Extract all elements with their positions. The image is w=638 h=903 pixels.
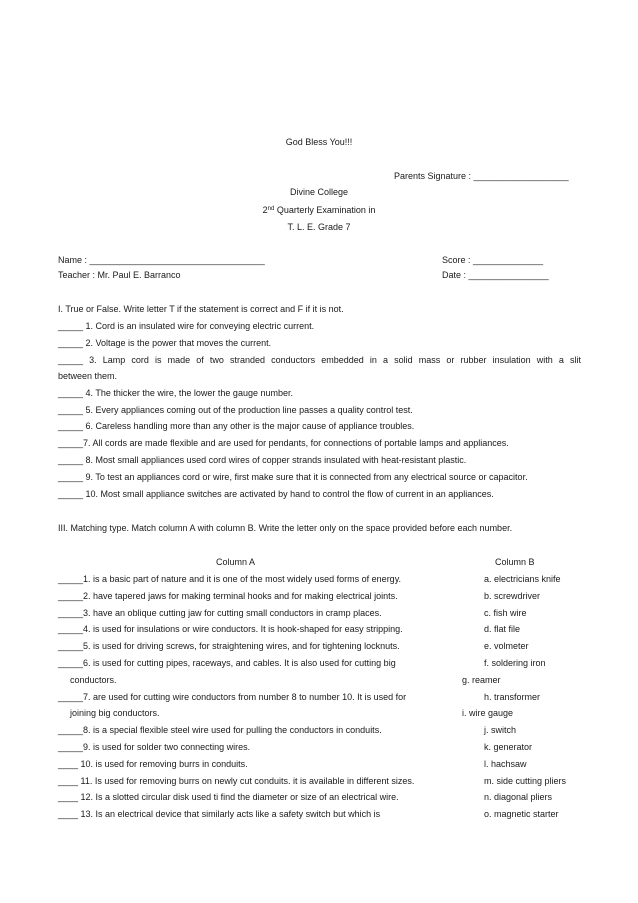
blessing: God Bless You!!! bbox=[285, 137, 353, 147]
column-b-header: Column B bbox=[495, 557, 535, 567]
matching-item: _____5. is used for driving screws, for straightening wires, and for tightening locknuts. bbox=[58, 641, 400, 651]
matching-choice: o. magnetic starter bbox=[484, 809, 559, 819]
matching-item: _____3. have an oblique cutting jaw for cutting small conductors in cramp places. bbox=[58, 608, 382, 618]
matching-choice: l. hachsaw bbox=[484, 759, 527, 769]
matching-item: _____1. is a basic part of nature and it is one of the most widely used forms of energy. bbox=[58, 574, 402, 584]
school-name: Divine College bbox=[289, 187, 349, 197]
tf-item: _____ 4. The thicker the wire, the lower the gauge number. bbox=[58, 388, 293, 398]
matching-item-continuation: conductors. bbox=[70, 675, 117, 685]
matching-choice: f. soldering iron bbox=[484, 658, 546, 668]
matching-choice: a. electricians knife bbox=[484, 574, 561, 584]
matching-choice: m. side cutting pliers bbox=[484, 776, 567, 786]
subject-title: T. L. E. Grade 7 bbox=[287, 222, 351, 232]
matching-choice: n. diagonal pliers bbox=[484, 792, 553, 802]
column-a-header: Column A bbox=[216, 557, 256, 567]
matching-item: ____ 13. Is an electrical device that similarly acts like a safety switch but which is bbox=[58, 809, 381, 819]
matching-choice: k. generator bbox=[484, 742, 533, 752]
matching-item: _____6. is used for cutting pipes, raceways, and cables. It is also used for cutting big bbox=[58, 658, 396, 668]
tf-item: _____ 1. Cord is an insulated wire for conveying electric current. bbox=[58, 321, 315, 331]
tf-item: _____7. All cords are made flexible and are used for pendants, for connections of portable lamps and appliances. bbox=[58, 438, 509, 448]
matching-item: _____8. is a special flexible steel wire used for pulling the conductors in conduits. bbox=[58, 725, 382, 735]
matching-item: ____ 12. Is a slotted circular disk used ti find the diameter or size of an electrical wire. bbox=[58, 792, 399, 802]
matching-item-continuation: joining big conductors. bbox=[70, 708, 160, 718]
matching-choice: c. fish wire bbox=[484, 608, 527, 618]
matching-choice: h. transformer bbox=[484, 692, 541, 702]
matching-choice: b. screwdriver bbox=[484, 591, 541, 601]
matching-item: ____ 11. Is used for removing burrs on newly cut conduits. it is available in different sizes. bbox=[58, 776, 415, 786]
matching-item: ____ 10. is used for removing burrs in conduits. bbox=[58, 759, 248, 769]
date-line: Date : ________________ bbox=[442, 270, 549, 280]
matching-item: _____9. is used for solder two connecting wires. bbox=[58, 742, 251, 752]
tf-item: _____ 10. Most small appliance switches are activated by hand to control the flow of current in an appliances. bbox=[58, 489, 494, 499]
exam-title-rest: Quarterly Examination in bbox=[274, 205, 376, 215]
tf-item: _____ 8. Most small appliances used cord wires of copper strands insulated with heat-resistant plastic. bbox=[58, 455, 467, 465]
tf-item: _____ 2. Voltage is the power that moves the current. bbox=[58, 338, 272, 348]
name-line: Name : ___________________________________ bbox=[58, 255, 265, 265]
matching-choice: e. volmeter bbox=[484, 641, 529, 651]
matching-item: _____4. is used for insulations or wire conductors. It is hook-shaped for easy stripping. bbox=[58, 624, 403, 634]
tf-item: _____ 3. Lamp cord is made of two stranded conductors embedded in a solid mass or rubber insulation with a slit bbox=[58, 355, 581, 365]
teacher-line: Teacher : Mr. Paul E. Barranco bbox=[58, 270, 181, 280]
matching-item: _____7. are used for cutting wire conductors from number 8 to number 10. It is used for bbox=[58, 692, 407, 702]
tf-item-continuation: between them. bbox=[58, 371, 118, 381]
part3-instruction: III. Matching type. Match column A with column B. Write the letter only on the space provided before each number. bbox=[58, 523, 513, 533]
tf-item: _____ 6. Careless handling more than any other is the major cause of appliance troubles. bbox=[58, 421, 415, 431]
parents-signature-line: Parents Signature : ___________________ bbox=[394, 171, 569, 181]
part1-instruction: I. True or False. Write letter T if the statement is correct and F if it is not. bbox=[58, 304, 344, 314]
tf-item: _____ 5. Every appliances coming out of the production line passes a quality control test. bbox=[58, 405, 413, 415]
exam-title bbox=[0, 205, 638, 216]
matching-choice: j. switch bbox=[484, 725, 517, 735]
exam-ordinal-suffix: nd bbox=[267, 206, 275, 212]
exam-ordinal: 2 bbox=[262, 205, 268, 215]
score-line: Score : ______________ bbox=[442, 255, 544, 265]
matching-item: _____2. have tapered jaws for making terminal hooks and for making electrical joints. bbox=[58, 591, 398, 601]
matching-choice: g. reamer bbox=[462, 675, 501, 685]
matching-choice: i. wire gauge bbox=[462, 708, 514, 718]
matching-choice: d. flat file bbox=[484, 624, 521, 634]
tf-item: _____ 9. To test an appliances cord or wire, first make sure that it is connected from any electrical source or capacitor. bbox=[58, 472, 528, 482]
